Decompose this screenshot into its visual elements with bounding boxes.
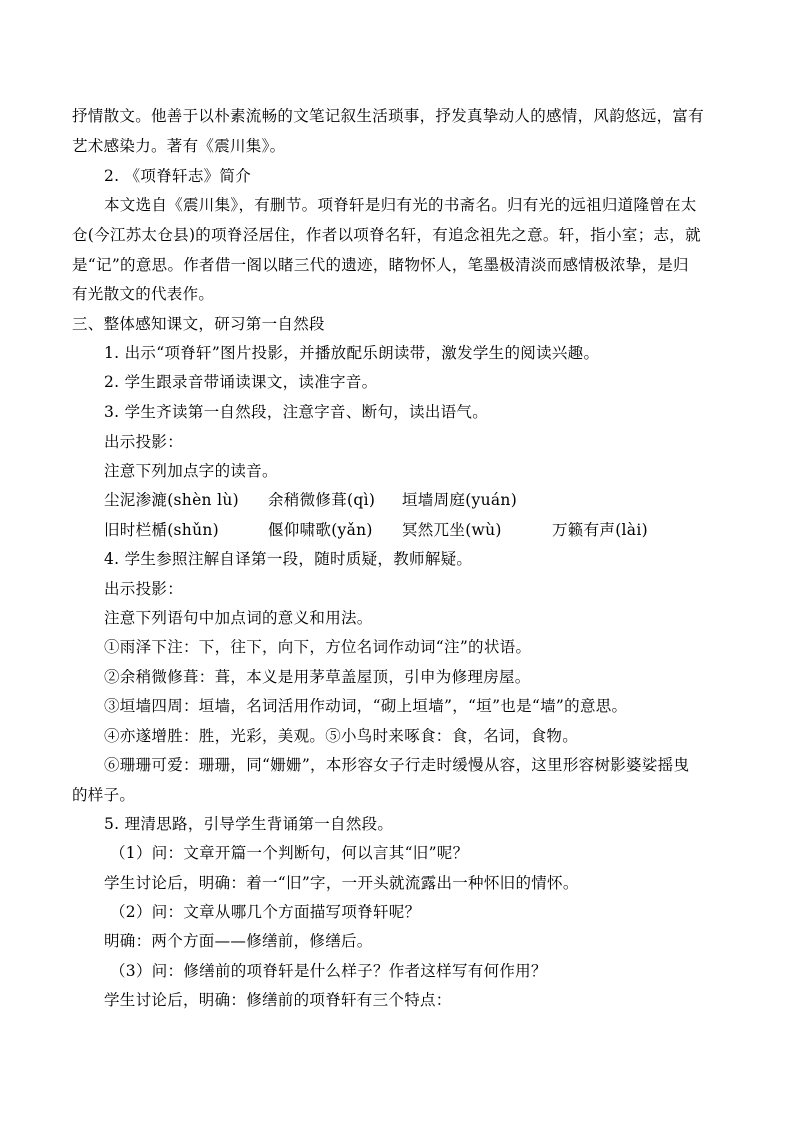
text-line: 本文选自《震川集》，有删节。项脊轩是归有光的书斋名。归有光的远祖归道隆曾在太 — [104, 196, 697, 214]
text-line: 明确：两个方面——修缮前，修缮后。 — [104, 932, 373, 950]
pinyin-item: 尘泥渗漉(shèn lù) — [104, 491, 239, 509]
text-line: 出示投影： — [104, 580, 184, 598]
text-line: 有光散文的代表作。 — [72, 285, 215, 303]
text-line: 艺术感染力。著有《震川集》。 — [72, 137, 286, 155]
text-line: 学生讨论后，明确：着一“旧”字，一开头就流露出一种怀旧的情怀。 — [104, 874, 579, 892]
pinyin-item: 余稍微修葺(qì) — [268, 491, 376, 509]
text-line: ①雨泽下注：下，往下，向下，方位名词作动词“注”的状语。 — [104, 638, 532, 656]
text-line: 1. 出示“项脊轩”图片投影，并播放配乐朗读带，激发学生的阅读兴趣。 — [104, 344, 600, 362]
pinyin-item: 旧时栏楯(shǔn) — [104, 521, 219, 539]
section-heading: 2. 《项脊轩志》简介 — [104, 167, 252, 185]
section-heading: 三、整体感知课文，研习第一自然段 — [72, 315, 325, 333]
text-line: ②余稍微修葺：葺，本义是用茅草盖屋顶，引申为修理房屋。 — [104, 668, 531, 686]
text-line: 抒情散文。他善于以朴素流畅的文笔记叙生活琐事，抒发真挚动人的感情，风韵悠远，富有 — [72, 107, 705, 125]
pinyin-item: 偃仰啸歌(yǎn) — [268, 521, 373, 539]
text-line: ④亦遂增胜：胜，光彩，美观。⑤小鸟时来啄食：食，名词，食物。 — [104, 727, 579, 745]
question-line: （2）问：文章从哪几个方面描写项脊轩呢？ — [110, 903, 421, 921]
text-line: 注意下列加点字的读音。 — [104, 462, 278, 480]
text-line: 是“记”的意思。作者借一阁以睹三代的遗迹，睹物怀人，笔墨极清淡而感情极浓挚，是归 — [72, 256, 689, 274]
text-line: ⑥珊珊可爱：珊珊，同“姗姗”，本形容女子行走时缓慢从容，这里形容树影婆娑摇曳 — [104, 756, 690, 774]
pinyin-item: 垣墙周庭(yuán) — [402, 491, 518, 509]
pinyin-item: 万籁有声(lài) — [552, 521, 648, 539]
text-line: 学生讨论后，明确：修缮前的项脊轩有三个特点： — [104, 991, 452, 1009]
text-line: 注意下列语句中加点词的意义和用法。 — [104, 609, 373, 627]
question-line: （3）问：修缮前的项脊轩是什么样子？作者这样写有何作用？ — [110, 962, 547, 980]
text-line: 出示投影： — [104, 433, 184, 451]
text-line: 2. 学生跟录音带诵读课文，读准字音。 — [104, 373, 378, 391]
text-line: 5. 理清思路，引导学生背诵第一自然段。 — [104, 815, 394, 833]
text-line: 3. 学生齐读第一自然段，注意字音、断句，读出语气。 — [104, 403, 489, 421]
text-line: 4. 学生参照注解自译第一段，随时质疑，教师解疑。 — [104, 550, 473, 568]
text-line: ③垣墙四周：垣墙，名词活用作动词，“砌上垣墙”，“垣”也是“墙”的意思。 — [104, 697, 628, 715]
text-line: 仓(今江苏太仓县)的项脊泾居住，作者以项脊名轩，有追念祖先之意。轩，指小室；志，就 — [72, 226, 701, 244]
pinyin-item: 冥然兀坐(wù) — [402, 521, 502, 539]
text-line: 的样子。 — [72, 786, 136, 804]
question-line: （1）问：文章开篇一个判断句，何以言其“旧”呢？ — [110, 844, 469, 862]
